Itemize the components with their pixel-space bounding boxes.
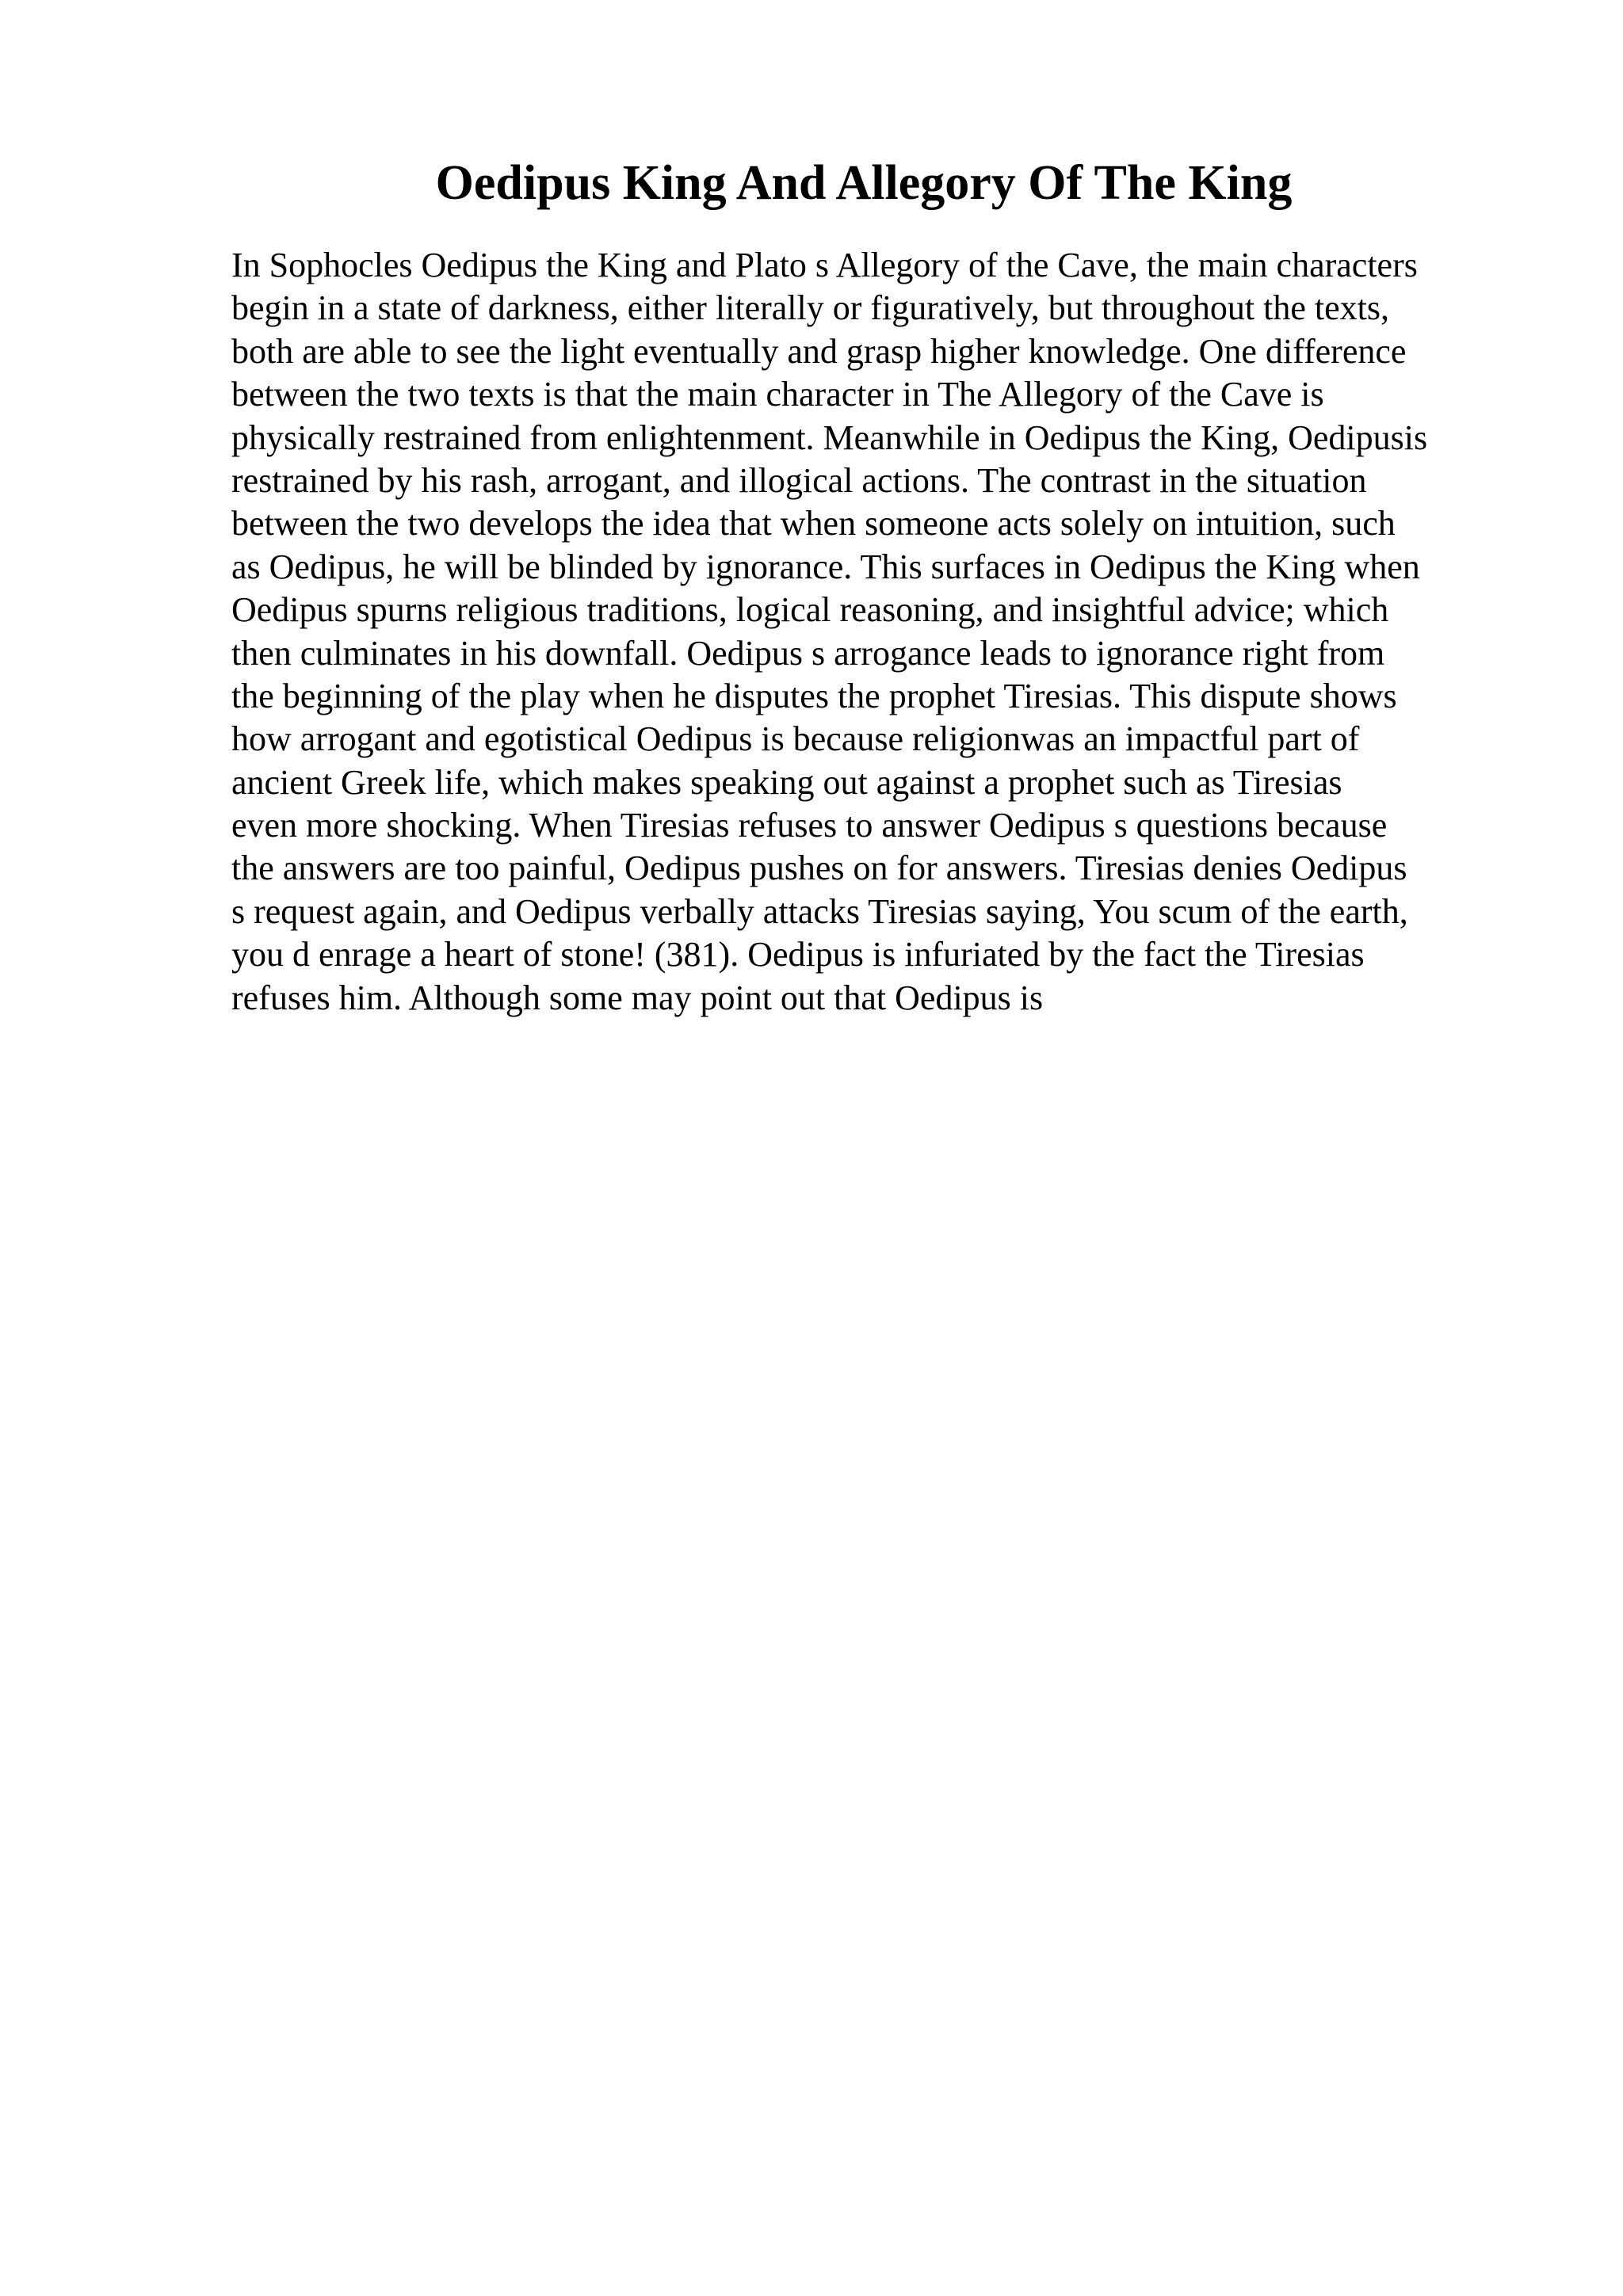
paragraph-line: how arrogant and egotistical Oedipus is because religionwas an impactful part of (231, 719, 1360, 759)
paragraph-line: you d enrage a heart of stone! (381). Oedipus is infuriated by the fact the Tiresias (231, 935, 1365, 974)
paragraph-line: s request again, and Oedipus verbally attacks Tiresias saying, You scum of the earth, (231, 891, 1408, 931)
paragraph-line: refuses him. Although some may point out that Oedipus is (231, 978, 1044, 1017)
paragraph-line: In Sophocles Oedipus the King and Plato s Allegory of the Cave, the main characters (231, 246, 1418, 284)
paragraph-line: physically restrained from enlightenment. Meanwhile in Oedipus the King, Oedipusis (231, 418, 1428, 457)
paragraph-line: begin in a state of darkness, either literally or figuratively, but throughout the texts, (231, 288, 1389, 328)
document-title: Oedipus King And Allegory Of The King (435, 156, 1293, 210)
paragraph-line: restrained by his rash, arrogant, and illogical actions. The contrast in the situation (231, 460, 1367, 500)
paragraph-line: as Oedipus, he will be blinded by ignorance. This surfaces in Oedipus the King when (231, 547, 1420, 586)
paragraph-line: both are able to see the light eventually and grasp higher knowledge. One difference (231, 331, 1407, 371)
paragraph-line: even more shocking. When Tiresias refuses to answer Oedipus s questions because (231, 806, 1388, 845)
paragraph-line: ancient Greek life, which makes speaking out against a prophet such as Tiresias (231, 762, 1342, 802)
paragraph-line: between the two texts is that the main character in The Allegory of the Cave is (231, 375, 1324, 414)
body-paragraph (231, 244, 1531, 1020)
paragraph-line: the answers are too painful, Oedipus pushes on for answers. Tiresias denies Oedipus (231, 849, 1407, 888)
paragraph-line: the beginning of the play when he disputes the prophet Tiresias. This dispute shows (231, 676, 1397, 715)
paragraph-line: then culminates in his downfall. Oedipus s arrogance leads to ignorance right from (231, 633, 1385, 673)
paragraph-line: Oedipus spurns religious traditions, logical reasoning, and insightful advice; which (231, 590, 1389, 630)
paragraph-line: between the two develops the idea that when someone acts solely on intuition, such (231, 504, 1396, 543)
